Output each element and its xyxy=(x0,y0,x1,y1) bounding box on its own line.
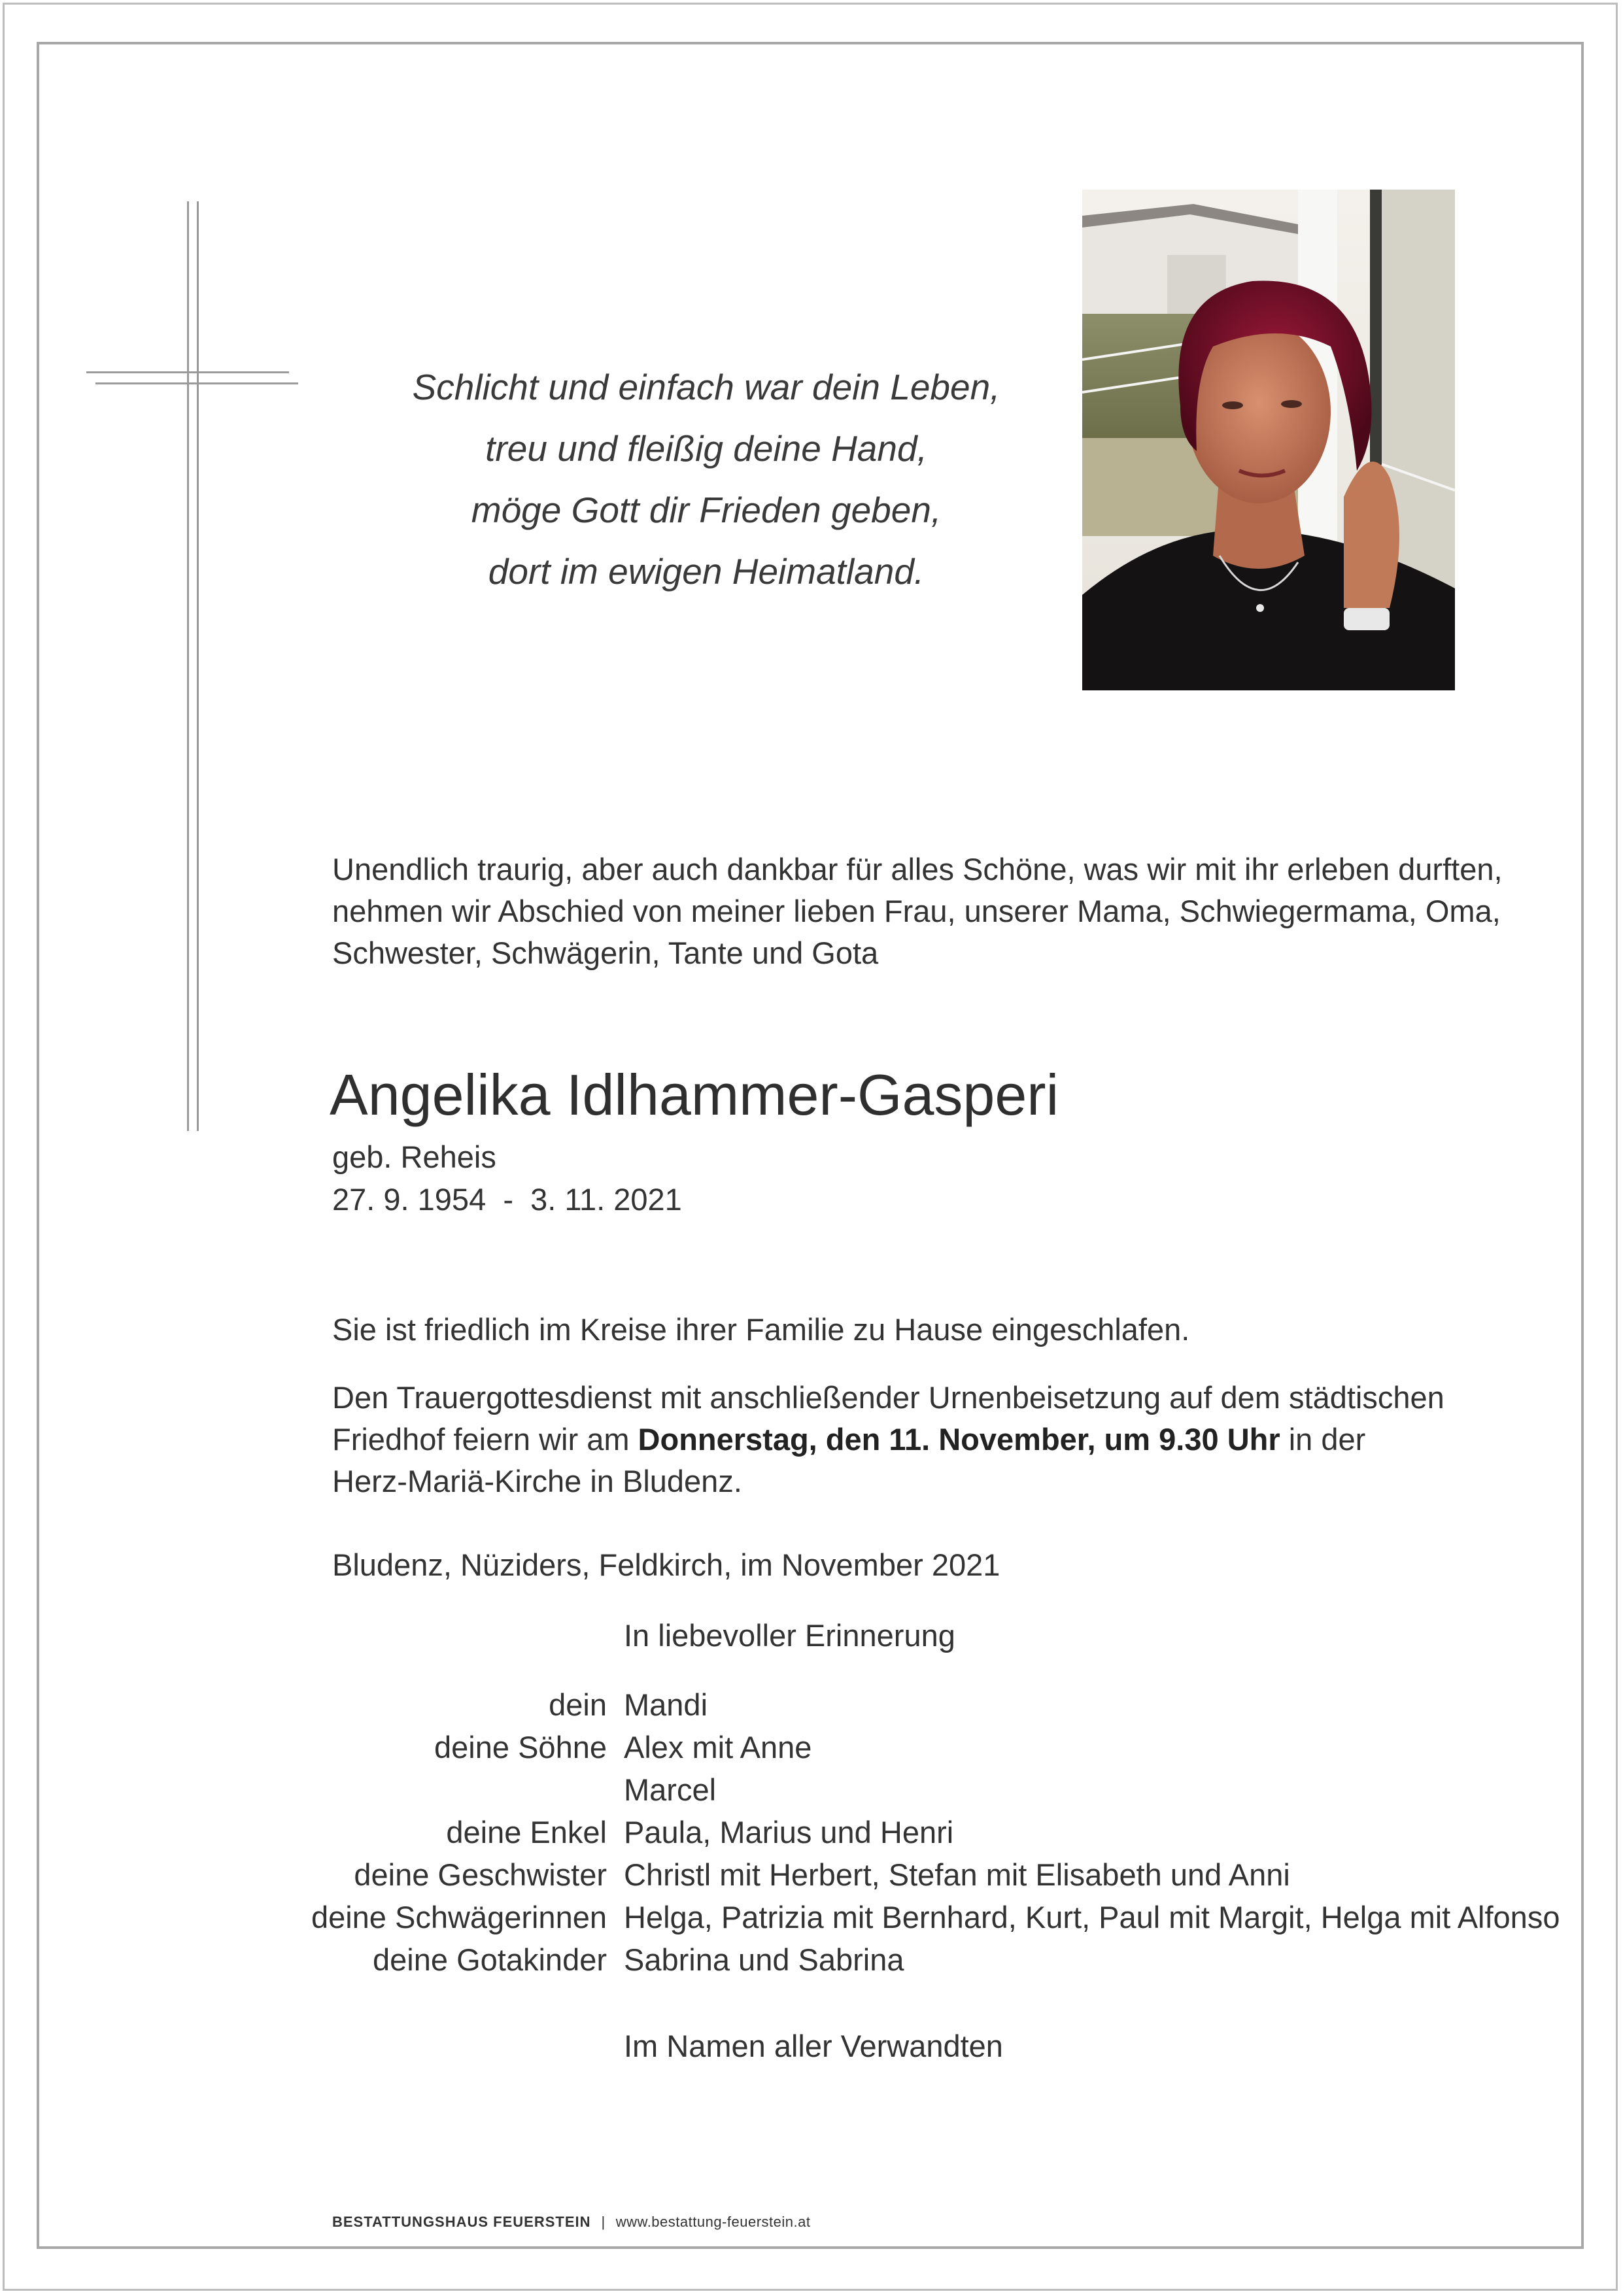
service-line xyxy=(332,1419,1444,1460)
portrait-photo xyxy=(1082,190,1455,690)
service-line: Herz-Mariä-Kirche in Bludenz. xyxy=(332,1464,742,1498)
passing-line: Sie ist friedlich im Kreise ihrer Familie zu Hause eingeschlafen. xyxy=(332,1312,1190,1347)
family-heading-text: In liebevoller Erinnerung xyxy=(624,1618,955,1653)
closing-text: Im Namen aller Verwandten xyxy=(624,2029,1003,2063)
family-role: deine Söhne xyxy=(434,1730,607,1764)
footer-separator: | xyxy=(601,2214,606,2230)
family-names: Sabrina und Sabrina xyxy=(624,1942,904,1977)
service-date-bold: Donnerstag, den 11. November, um 9.30 Uhr xyxy=(638,1422,1280,1457)
family-row xyxy=(275,1857,1556,1899)
website-link[interactable]: www.bestattung-feuerstein.at xyxy=(615,2214,811,2230)
family-role: deine Geschwister xyxy=(354,1857,607,1892)
family-names: Marcel xyxy=(624,1772,717,1807)
service-text: Friedhof feiern wir am xyxy=(332,1422,638,1457)
family-names: Alex mit Anne xyxy=(624,1730,812,1764)
intro-paragraph xyxy=(332,849,1503,974)
family-row xyxy=(275,1772,1556,1814)
deceased-name: Angelika Idlhammer-Gasperi xyxy=(330,1062,1059,1127)
passing-message xyxy=(332,1309,1189,1351)
intro-line: nehmen wir Abschied von meiner lieben Frau, unserer Mama, Schwiegermama, Oma, xyxy=(332,894,1501,928)
family-list xyxy=(275,1687,1560,1984)
place-date xyxy=(332,1544,1000,1586)
poem-line: dort im ewigen Heimatland. xyxy=(488,551,925,592)
service-text: in der xyxy=(1280,1422,1366,1457)
family-names: Helga, Patrizia mit Bernhard, Kurt, Paul mit Margit, Helga mit Alfonso xyxy=(624,1900,1560,1934)
poem-line: treu und fleißig deine Hand, xyxy=(485,428,927,469)
intro-line: Unendlich traurig, aber auch dankbar für alles Schöne, was wir mit ihr erleben durften, xyxy=(332,852,1503,886)
family-role: deine Gotakinder xyxy=(373,1942,607,1977)
birth-name: geb. Reheis xyxy=(332,1140,496,1174)
family-names: Paula, Marius und Henri xyxy=(624,1815,954,1849)
family-row xyxy=(275,1687,1556,1729)
life-dates: 27. 9. 1954 - 3. 11. 2021 xyxy=(332,1182,682,1217)
service-line: Den Trauergottesdienst mit anschließender Urnenbeisetzung auf dem städtischen xyxy=(332,1380,1444,1415)
footer xyxy=(332,2214,810,2231)
service-info xyxy=(332,1377,1444,1502)
family-row xyxy=(275,1814,1556,1857)
place-date-line: Bludenz, Nüziders, Feldkirch, im November 2021 xyxy=(332,1547,1000,1582)
family-row xyxy=(275,1899,1560,1942)
family-names: Mandi xyxy=(624,1687,708,1722)
family-heading xyxy=(624,1615,955,1657)
family-role: deine Schwägerinnen xyxy=(311,1900,607,1934)
funeral-home-brand: BESTATTUNGSHAUS FEUERSTEIN xyxy=(332,2214,591,2230)
family-role: dein xyxy=(549,1687,607,1722)
family-row xyxy=(275,1942,1556,1984)
poem-line: Schlicht und einfach war dein Leben, xyxy=(412,367,1000,407)
family-row xyxy=(275,1729,1556,1772)
poem xyxy=(301,356,1112,602)
poem-line: möge Gott dir Frieden geben, xyxy=(471,490,942,530)
family-role: deine Enkel xyxy=(446,1815,607,1849)
closing-line xyxy=(624,2025,1003,2067)
intro-line: Schwester, Schwägerin, Tante und Gota xyxy=(332,936,879,970)
family-names: Christl mit Herbert, Stefan mit Elisabeth und Anni xyxy=(624,1857,1290,1892)
